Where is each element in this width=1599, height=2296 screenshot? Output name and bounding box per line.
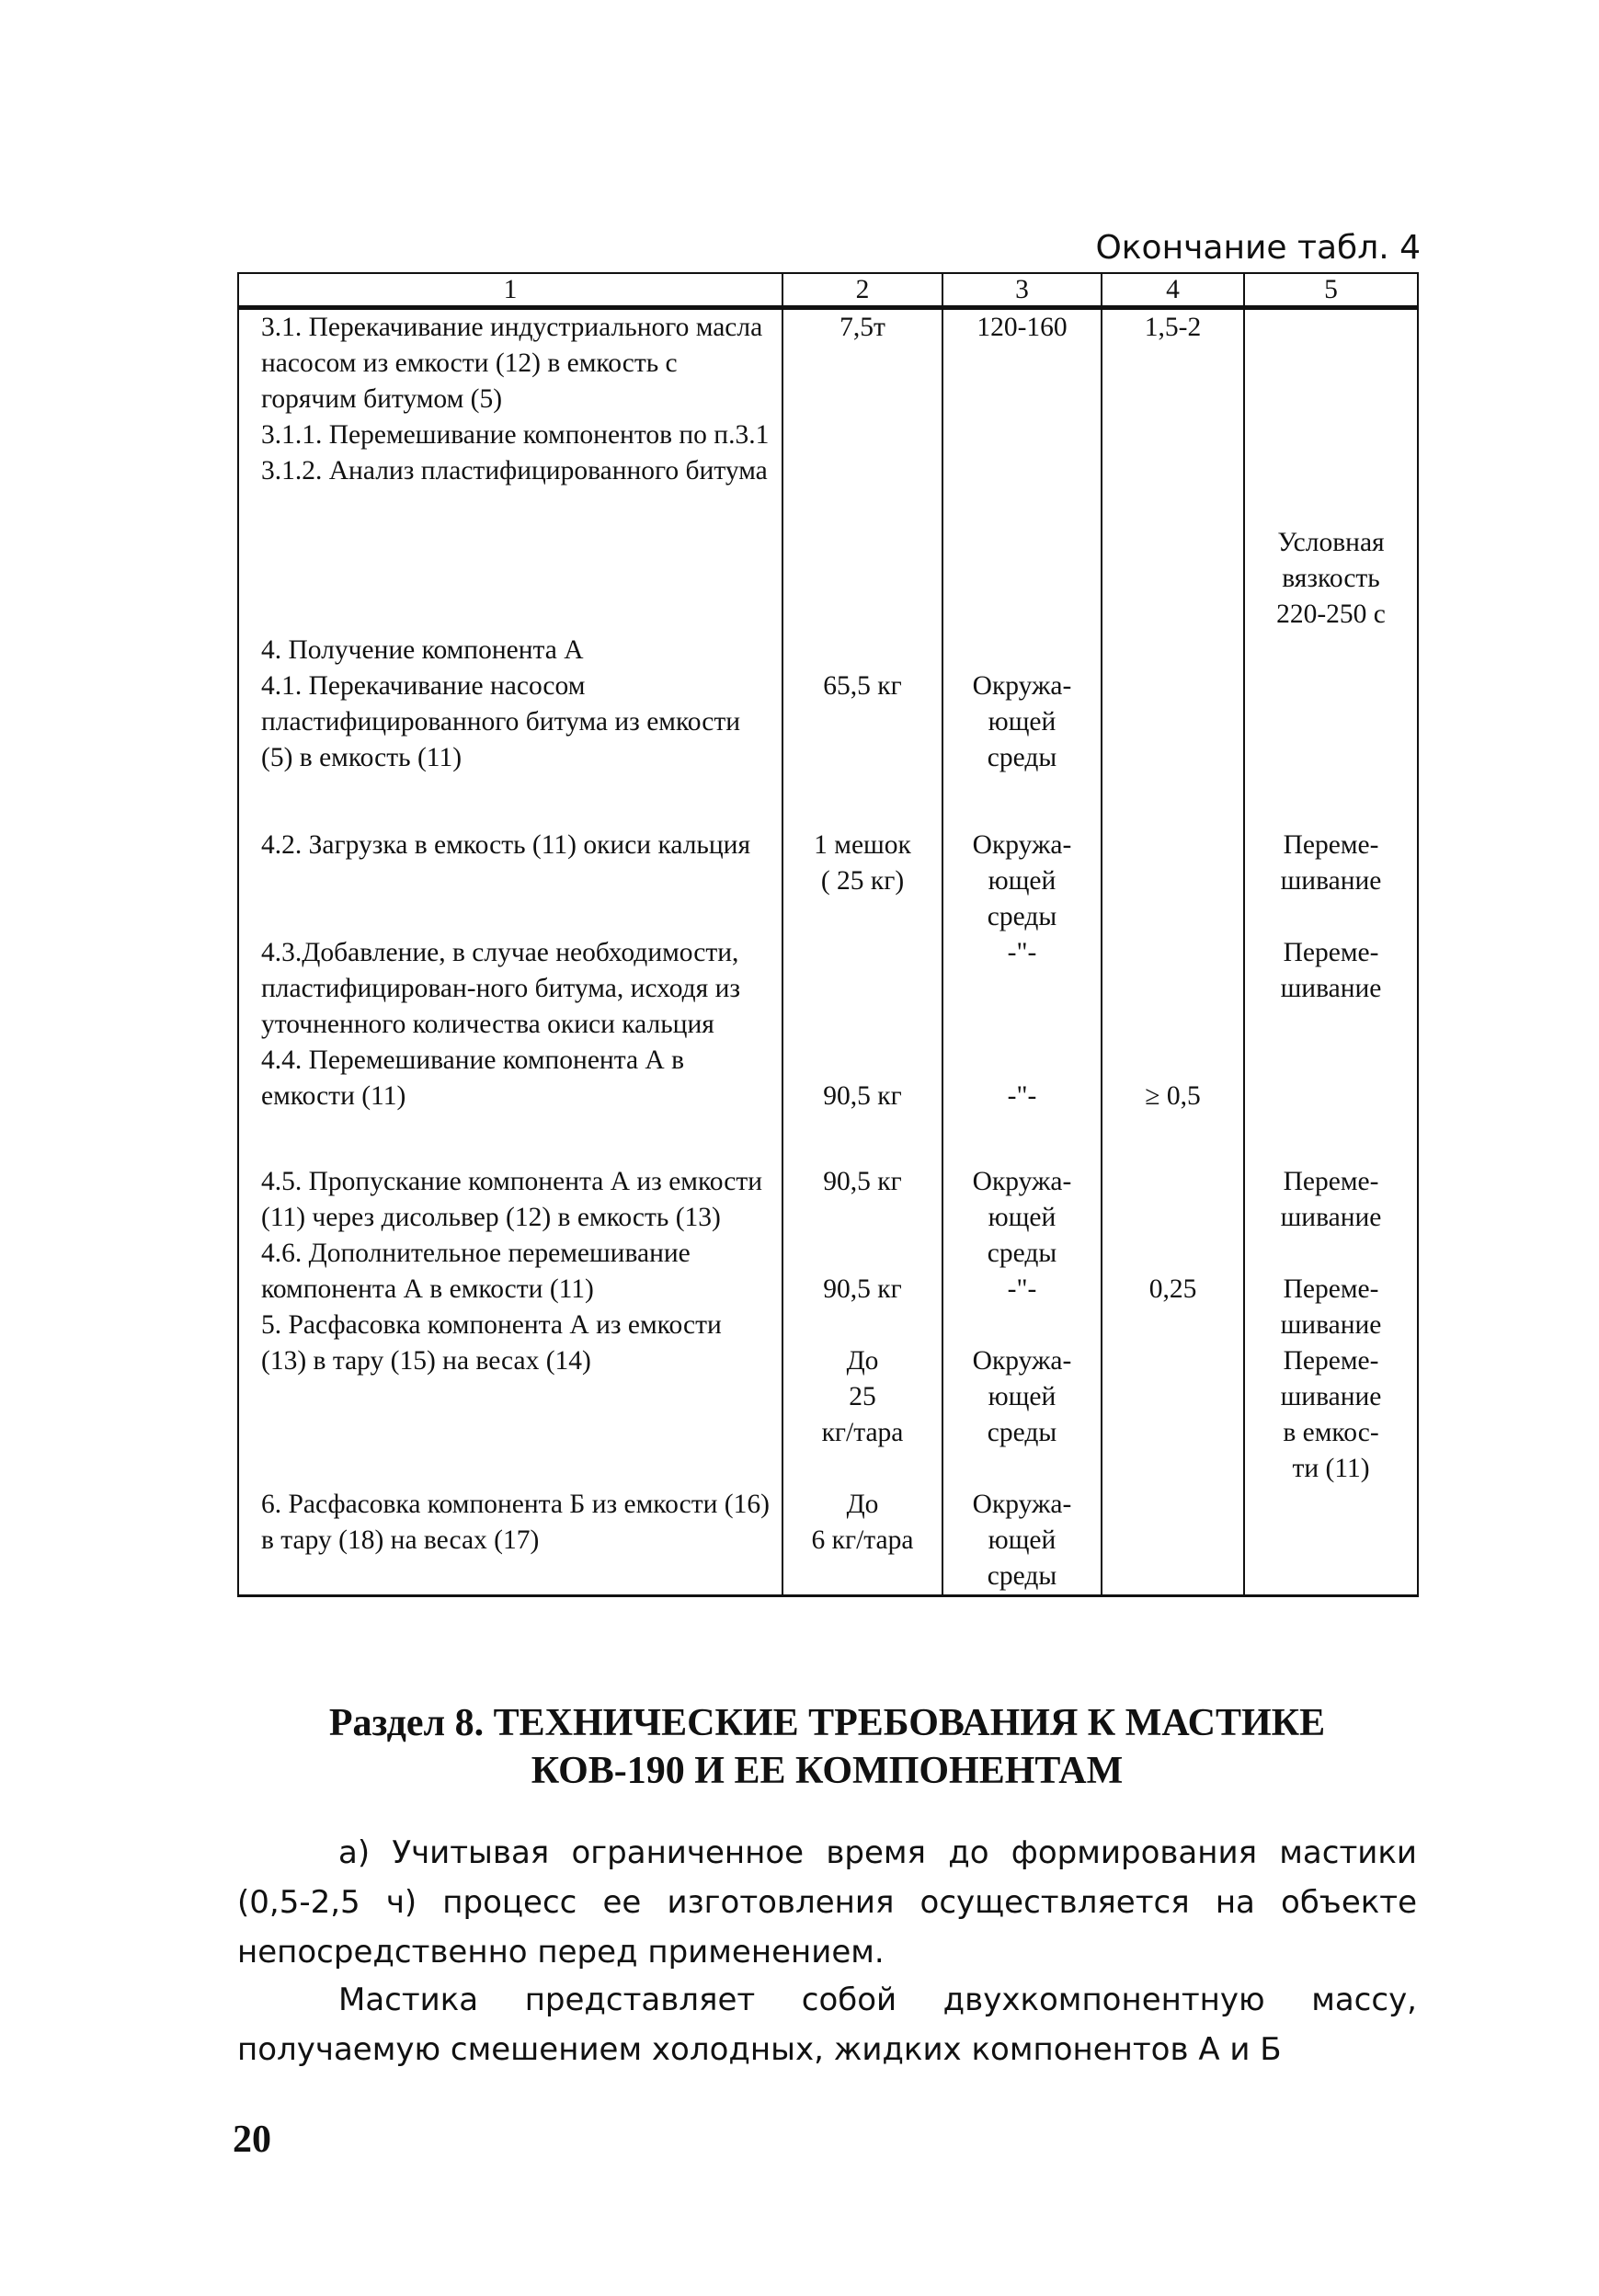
operation-text: 4.6. Дополнительное перемешивание компонента А в емкости (11) bbox=[261, 1239, 691, 1304]
quantity-cell: 7,5т bbox=[782, 308, 942, 634]
duration-cell: 0,25 bbox=[1102, 1164, 1244, 1487]
operation-text: 6. Расфасовка компонента Б из емкости (16) в тару (18) на весах (17) bbox=[261, 1490, 770, 1555]
quantity-cell: 1 мешок ( 25 кг) bbox=[782, 828, 942, 935]
process-table bbox=[237, 272, 1419, 1597]
note-cell: Переме- шивание Переме- шивание Переме- шивание в емкос- ти (11) bbox=[1244, 1164, 1418, 1487]
quantity-cell: 65,5 кг bbox=[782, 633, 942, 828]
operation-text: 4.4. Перемешивание компонента А в емкости (11) bbox=[261, 1045, 685, 1111]
operation-text: 4.5. Пропускание компонента А из емкости (11) через дисольвер (12) в емкость (13) bbox=[261, 1167, 763, 1232]
quantity-cell: 90,5 кг bbox=[782, 935, 942, 1164]
temperature-cell: Окружа- ющей среды -"- Окружа- ющей среды bbox=[942, 1164, 1102, 1487]
operation-text: 5. Расфасовка компонента А из емкости (13) в тару (15) на весах (14) bbox=[261, 1310, 722, 1376]
paragraph: а) Учитывая ограниченное время до формирования мастики (0,5-2,5 ч) процесс ее изготовления осуществляется на объекте непосредственно перед применением. bbox=[237, 1834, 1417, 1970]
column-header-2: 2 bbox=[782, 273, 942, 308]
quantity-cell: До 6 кг/тара bbox=[782, 1487, 942, 1596]
operation-text: 4.1. Перекачивание насосом пластифицированного битума из емкости (5) в емкость (11) bbox=[261, 671, 741, 772]
operation-cell bbox=[238, 633, 782, 828]
operation-cell bbox=[238, 1164, 782, 1487]
paragraph: Мастика представляет собой двухкомпонентную массу, получаемую смешением холодных, жидких компонентов А и Б bbox=[237, 1982, 1417, 2068]
table-header-row bbox=[238, 273, 1418, 308]
operation-cell bbox=[238, 935, 782, 1164]
section-title: Раздел 8. ТЕХНИЧЕСКИЕ ТРЕБОВАНИЯ К МАСТИКЕ КОВ-190 И ЕЕ КОМПОНЕНТАМ bbox=[328, 1702, 1326, 1792]
operation-text: 3.1.2. Анализ пластифицированного битума bbox=[261, 456, 768, 485]
temperature-cell: 120-160 bbox=[942, 308, 1102, 634]
operation-cell bbox=[238, 308, 782, 634]
table-caption: Окончание табл. 4 bbox=[1095, 229, 1421, 267]
note-cell bbox=[1244, 1487, 1418, 1596]
table-row bbox=[238, 633, 1418, 828]
operation-text: 3.1.1. Перемешивание компонентов по п.3.1 bbox=[261, 420, 770, 450]
table-row bbox=[238, 1164, 1418, 1487]
note-cell: Условная вязкость 220-250 с bbox=[1244, 308, 1418, 634]
column-header-3: 3 bbox=[942, 273, 1102, 308]
table-row bbox=[238, 935, 1418, 1164]
note-cell: Переме- шивание bbox=[1244, 935, 1418, 1164]
table-row bbox=[238, 308, 1418, 634]
page-number: 20 bbox=[233, 2119, 271, 2161]
note-cell: Переме- шивание bbox=[1244, 828, 1418, 935]
temperature-cell: -"- -"- bbox=[942, 935, 1102, 1164]
duration-cell: ≥ 0,5 bbox=[1102, 935, 1244, 1164]
column-header-5: 5 bbox=[1244, 273, 1418, 308]
note-cell bbox=[1244, 633, 1418, 828]
duration-cell bbox=[1102, 828, 1244, 935]
temperature-cell: Окружа- ющей среды bbox=[942, 633, 1102, 828]
temperature-cell: Окружа- ющей среды bbox=[942, 828, 1102, 935]
operation-text: 4.3.Добавление, в случае необходимости, пластифицирован-ного битума, исходя из уточненного количества окиси кальция bbox=[261, 938, 741, 1039]
duration-cell: 1,5-2 bbox=[1102, 308, 1244, 634]
column-header-4: 4 bbox=[1102, 273, 1244, 308]
duration-cell bbox=[1102, 1487, 1244, 1596]
quantity-cell: 90,5 кг 90,5 кг До 25 кг/тара bbox=[782, 1164, 942, 1487]
operation-text: 3.1. Перекачивание индустриального масла насосом из емкости (12) в емкость с горячим битумом (5) bbox=[261, 313, 763, 414]
operation-text: 4. Получение компонента А bbox=[261, 635, 584, 665]
temperature-cell: Окружа- ющей среды bbox=[942, 1487, 1102, 1596]
table-row bbox=[238, 1487, 1418, 1596]
duration-cell bbox=[1102, 633, 1244, 828]
operation-cell bbox=[238, 1487, 782, 1596]
table-row bbox=[238, 828, 1418, 935]
column-header-1: 1 bbox=[238, 273, 782, 308]
operation-cell bbox=[238, 828, 782, 935]
operation-text: 4.2. Загрузка в емкость (11) окиси кальция bbox=[261, 830, 751, 860]
